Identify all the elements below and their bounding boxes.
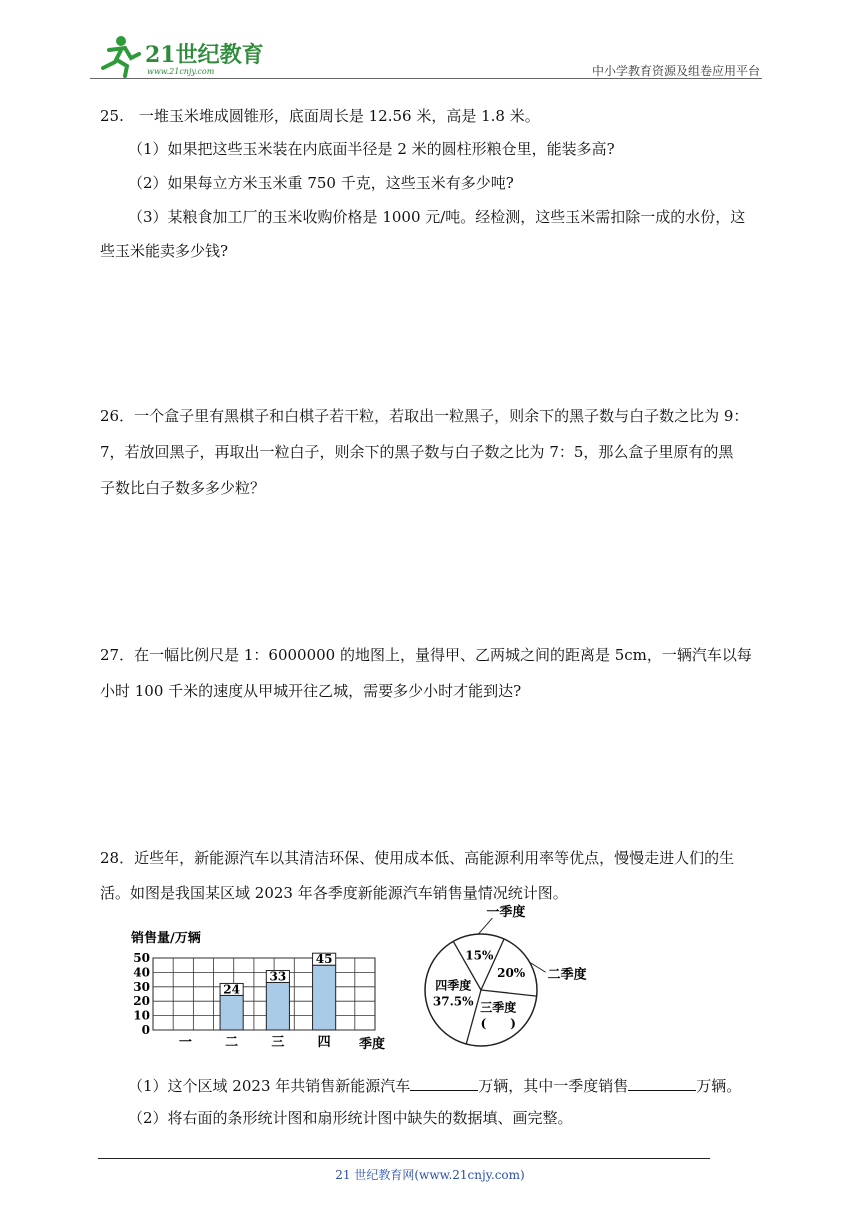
q28-part1-text-b: 万辆，其中一季度销售 [478,1077,629,1095]
bar-x-axis-title: 季度 [359,1037,386,1052]
pie-chart [425,904,587,1046]
runner-icon [103,36,139,76]
pie-slice-boundary [481,939,504,990]
q1-sales-blank[interactable] [628,1076,696,1091]
q25-part2: （2）如果每立方米玉米重 750 千克，这些玉米有多少吨? [128,174,514,192]
bar-x-tick-label: 四 [317,1035,331,1050]
bar-chart [131,930,385,1052]
logo-title: 21世纪教育 [145,42,264,68]
bar-plot-frame [153,958,375,1030]
bar [313,965,336,1030]
header-divider [90,78,762,79]
q27-line2: 小时 100 千米的速度从甲城开往乙城，需要多少小时才能到达? [100,682,522,700]
footer-divider [98,1158,710,1159]
pie-slice-value-label: ( ) [480,1016,516,1031]
q28-part1-text-a: （1）这个区域 2023 年共销售新能源汽车 [128,1077,411,1095]
pie-slice-value-label: 20% [497,965,526,980]
bar-x-tick-label: 二 [225,1035,239,1050]
site-logo [95,32,265,78]
q25-part3-line2: 些玉米能卖多少钱? [100,242,229,260]
q28-part1 [128,1076,798,1096]
q27-line1: 27．在一幅比例尺是 1：6000000 的地图上，量得甲、乙两城之间的距离是 5cm，一辆汽车以每 [100,646,752,664]
logo-url: www.21cnjy.com [147,67,215,76]
q28-part2: （2）将右面的条形统计图和扇形统计图中缺失的数据填、画完整。 [128,1109,573,1127]
q25-part1: （1）如果把这些玉米装在内底面半径是 2 米的圆柱形粮仓里，能装多高? [128,140,615,158]
page-header [95,32,760,80]
pie-slice-label: 三季度 [480,1000,517,1015]
bar-y-axis-title: 销售量/万辆 [131,931,201,946]
bar-data-label: 24 [223,982,240,997]
bar-data-label: 33 [269,969,287,984]
bar [266,982,289,1030]
pie-slice-label: 一季度 [486,905,526,921]
pie-slice-label: 二季度 [547,967,587,983]
q28-figure [125,905,625,1060]
bar-y-tick-label: 30 [133,979,150,994]
bar-y-tick-label: 50 [133,951,150,965]
q25-stem: 25. 一堆玉米堆成圆锥形，底面周长是 12.56 米，高是 1.8 米。 [100,107,540,125]
bar-y-tick-label: 20 [133,994,150,1009]
pie-slice-value-label: 37.5% [432,994,474,1009]
total-sales-blank[interactable] [410,1076,478,1091]
bar [220,995,243,1030]
bar-y-tick-label: 0 [141,1023,150,1037]
pie-slice-value-label: 15% [465,948,494,963]
bar-x-tick-label: 一 [178,1035,192,1050]
q28-charts [125,905,625,1060]
q26-line2: 7，若放回黑子，再取出一粒白子，则余下的黑子数与白子数之比为 7：5，那么盒子里原有的黑 [100,443,734,461]
q28-part1-text-c: 万辆。 [696,1077,742,1095]
q28-line2: 活。如图是我国某区域 2023 年各季度新能源汽车销售量情况统计图。 [100,884,568,902]
bar-data-label: 45 [315,952,333,967]
pie-slice-label: 四季度 [435,978,472,993]
bar-y-tick-label: 10 [133,1008,150,1023]
bar-y-tick-label: 40 [133,965,150,980]
q25-part3-line1: （3）某粮食加工厂的玉米收购价格是 1000 元/吨。经检测，这些玉米需扣除一成的水份，这 [128,208,746,226]
q28-line1: 28．近些年，新能源汽车以其清洁环保、使用成本低、高能源利用率等优点，慢慢走进人们的生 [100,849,735,867]
platform-name: 中小学教育资源及组卷应用平台 [591,64,760,78]
bar-x-tick-label: 三 [271,1035,285,1050]
q26-line3: 子数比白子数多多少粒？ [100,479,266,497]
footer-text: 21 世纪教育网(www.21cnjy.com) [335,1168,525,1182]
pie-slice-boundary [481,990,537,996]
q26-line1: 26．一个盒子里有黑棋子和白棋子若干粒，若取出一粒黑子，则余下的黑子数与白子数之比为 9： [100,407,749,425]
pie-leader-line [478,918,492,934]
